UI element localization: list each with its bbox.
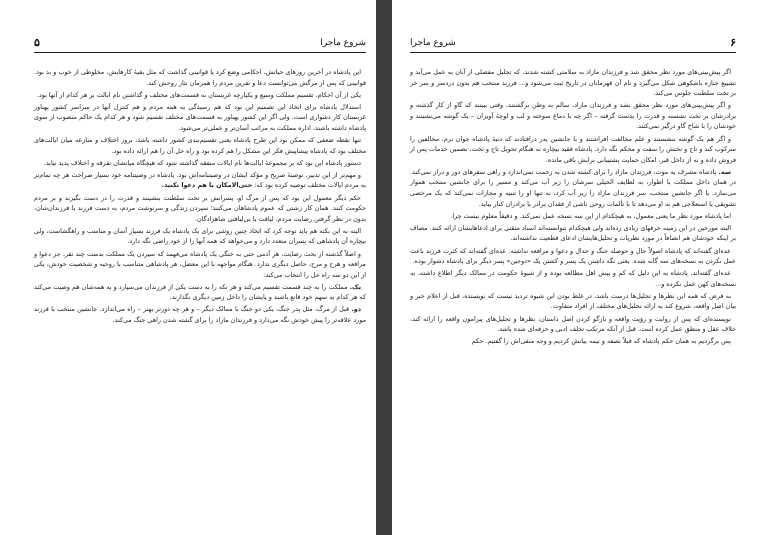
paragraph: یک. مملکت را به چند قسمت تقسیم می‌کند و هر تکه را به دست یکی از فرزندان می‌سپارد و به همه‌شان هم وصیت می‌کند که هر کدام به سهم خود قانع باشند و پایشان را داخل زمین دیگری نگذارند.: [34, 282, 366, 302]
book-gutter: [376, 0, 392, 535]
paragraph: دستور پادشاه این بود که بر مجموعه‌ٔ ایالت‌ها نام ایالات متفقه گذاشته شود که هیچگاه میانشان تفرقه و اختلاف پدید نیاید.: [43, 158, 361, 167]
paragraph: نویسنده‌ای که پس از روایت و رؤیت واقعه و بازگو کردن اصل داستان، نظرها و تحلیل‌های پیرامون واقعه را ارائه کند، خلاف عقل و منطق عمل کرده است. قبل از آنکه مرتکب تخلف ادبی و حرفه‌ای شده باشد.: [410, 314, 736, 334]
paragraph: سه. پادشاه مشرف به موت، فرزندان مازاد را برای کشته شدن به زحمت نمی‌اندازد و راهی سفرهای دور و دراز نمی‌کند. در همان داخل مملکت با اطوار، به لطایف الحیلی سرشان را زیر آب می‌کند و مسیر را برای جانشین منتخب هموار می‌سازد. یا اگر جانشین منتخب، سر فرزندان مازاد را زیر آب کرد، نه تنها او را تنبیه و مجازات نمی‌کند که یک مرخصی تشویقی یا استعلاجی هم به او می‌دهد تا با تألمات روحی ناشی از فقدان برادر یا برادران کنار بیاید.: [410, 167, 736, 208]
paragraph: حکم دیگر معمول این بود که پس از مرگ او، پسرانش بر تخت سلطنت بنشینند و قدرت را در دست بگیرند و بر مردم حکومت کنند. همان کار زشتی که عموم پادشاهان می‌کنند؛ سپردن زندگی و سرنوشت مردم، به دست فرزند یا فرزندان‌شان، بدون در نظر گرفتن رضایت مردم، لیاقت یا بی‌لیاقتی شاهزادگان.: [34, 193, 366, 223]
paragraph: پس برگردیم به همان حکم پادشاه که قبلاً نصفه و نیمه بیانش کردیم و وجه منفی‌اش را گفتیم. حکم: [471, 337, 731, 346]
paragraph: تنها نقطه ضعفی که ممکن بود این طرح پادشاه یعنی تقسیم‌بندی کشور داشته باشد، بروز اختلاف و منازعه میان ایالت‌های مختلف بود که پادشاه پیشاپیش فکر این مشکل را هم کرده بود و راه حل آن را هم ارائه داده بود.: [34, 136, 366, 155]
right-page: [392, 0, 768, 535]
emphasis: حتی‌الامکان با هم دعوا نکنید.: [161, 181, 253, 190]
emphasis: دو.: [351, 305, 361, 314]
paragraph: و اگر هم یک گوشه ننشستند و علم مخالفت افراشتند و با جانشین پدر درافتادند که دنبهٔ پادشاه جوان نرم، مخالفین را سرکوب کند و تاج و تختش را سفت و محکم نگه دارد. پادشاه فقید بیچاره نه هنگام تحویل تاج و تخت، تضمین خدمات پس از فروش داده و نه از داخل قبر، امکان حمایت پشتیبانی برایش باقی مانده.: [410, 134, 736, 164]
running-title: شروع ماجرا: [410, 38, 456, 48]
paragraph: عده‌ای گفته‌اند که پادشاه اصولاً حال و حوصله جنگ و جدال و دعوا و مرافعه نداشته. عده‌ای گفته‌اند که کثرت فرزند باعث عمل نکردن به نسخه‌های سه گانه شده. یعنی نگه داشتن یک پسر و کشتن یک «دوجین» پسر دیگر برای پادشاه دشوار بوده.: [410, 246, 736, 266]
paragraph: این پادشاه در آخرین روزهای حیاتش، احکامی وضع کرد یا قوانینی گذاشت که مثل بقیه‌ٔ کارهایش، مخلوطی از خوب و بد بود. قوانینی که پس از مرگش می‌توانست دعا و نفرین مردم را همزمان نثار روحش کند.: [34, 68, 366, 87]
left-page: [0, 0, 376, 535]
paragraph: به فرض که همه این نظرها و تحلیل‌ها درست باشد، در غلط بودن این شیوه تردید نیست که نویسنده، قبل از اعلام خبر و بیان اصل واقعه، شروع کند به ارائه تحلیل‌های مختلف از افراد متفاوت.: [410, 291, 736, 311]
paragraph: و اصلاً گذشته از بحث رضایت، هر آدمی حتی به خنگی یک پادشاه می‌فهمد که سپردن یک مملکت بدست چند نفر، جز دعوا و مرافعه و هرج و مرج، حاصل دیگری ندارد. هنگام مواجهه با این معضل، هر پادشاهی متناسب با روحیه و شخصیت خودش، یکی از این دو سه راه حل را انتخاب می‌کند:: [34, 249, 366, 279]
page-header: [34, 36, 366, 53]
page-header: [410, 36, 736, 53]
page-body: [410, 67, 736, 347]
page-number: ۶: [730, 36, 736, 49]
running-title: شروع ماجرا: [320, 38, 366, 48]
paragraph: عده‌ای گفته‌اند، پادشاه به این دلیل که کم و بیش اهل مطالعه بوده و از شیوهٔ حکومت در ممالک دیگر اطلاع داشته، به نسخه‌های کهن عمل نکرده و...: [410, 269, 736, 288]
paragraph: یکی از آن احکام، تقسیم مملکت وسیع و یکپارچه غربستان به قسمت‌های مختلف و گذاشتن نام ایالت بر هر کدام از آنها بود.: [36, 90, 361, 99]
emphasis: سه.: [718, 167, 731, 176]
paragraph: و مهم‌تر از این تدبیر، توصیهٔ صریح و مؤکد ایشان در وصیتنامه‌اش بود. پادشاه در وصیتنامه خود بسیار صراحت هر چه تمام‌تر به مردم ایالات مختلف توصیه کرده بود که: حتی‌الامکان با هم دعوا نکنید.: [34, 170, 366, 190]
page-body: [34, 67, 366, 326]
emphasis: یک.: [349, 282, 361, 291]
paragraph: و اگر پیش‌بینی‌های مورد نظر محقق نشد و فرزندان مازاد، سالم به وطن برگشتند، وقتی ببینند که گاو از کار گذشته و برادرشان بر تخت نشسته و قدرت را بدست گرفته – اگر چه با دماغ سوخته و لب و لوچهٔ آویزان – یک گوشه می‌نشینند و خودشان را با شاخ گاو درگیر نمی‌کنند.: [410, 101, 736, 131]
paragraph: اما پادشاه مورد نظر ما یعنی معمول، به هیچکدام از این سه نسخه عمل نمی‌کند. و دقیقاً معلوم نیست چرا.: [450, 211, 731, 220]
paragraph: اگر پیش‌بینی‌های مورد نظر محقق شد و فرزندان مازاد به سلامتی کشته شدند، که تجلیل مفصلی از آنان به عمل می‌آید و تشییع جنازه باشکوهی شکل می‌گیرد و نام آن قهرمانان در تاریخ ثبت می‌شود و... فرزند منتخب هم بدون دردسر و سر خر بر تخت سلطنت جلوس می‌کند.: [410, 68, 736, 98]
paragraph: البته مورخین در این زمینه حرفهای زیادی زده‌اند ولی هیچکدام نتوانسته‌اند اسناد متقنی برای ادعاهایشان ارائه کنند. مضاف بر اینکه خودشان هم انصافاً در مورد نظریات و تحلیل‌هایشان ادعای قطعیت نداشته‌اند.: [410, 223, 736, 243]
paragraph: دو. قبل از مرگ، مثل پدر جنگ، یکی دو جنگ با ممالک دیگر – و هر چه دورتر بهتر – راه می‌اندازد. جانشین منتخب با فرزند مورد علاقه‌تر را پیش خودش نگه می‌دارد و فرزندان مازاد را برای گشته شدن راهی جنگ می‌کند.: [34, 305, 366, 325]
page-number: ۵: [34, 36, 40, 49]
paragraph: البته به این نکته هم باید توجه کرد که اتخاذ چنین روشی برای یک پادشاه یک فرزند بسیار آسان و مناسب و راهگشاست، ولی بیچاره آن پادشاهی که پسران متعدد دارد و می‌خواهد که همه آنها را از خود راضی نگه دارد.: [34, 226, 366, 246]
paragraph: استدلال پادشاه برای اتخاذ این تصمیم این بود که هم رسیدگی به همه مردم و هم کنترل آنها در سراسر کشور پهناور غربستان کار دشواری است. ولی اگر این کشور پهناور به قسمت‌های مختلف تقسیم شود و هر کدام یک حاکم منصوب از سوی پادشاه داشته باشند، اداره مملکت به مراتب آسان‌تر و عملی‌تر می‌شود.: [34, 102, 366, 132]
